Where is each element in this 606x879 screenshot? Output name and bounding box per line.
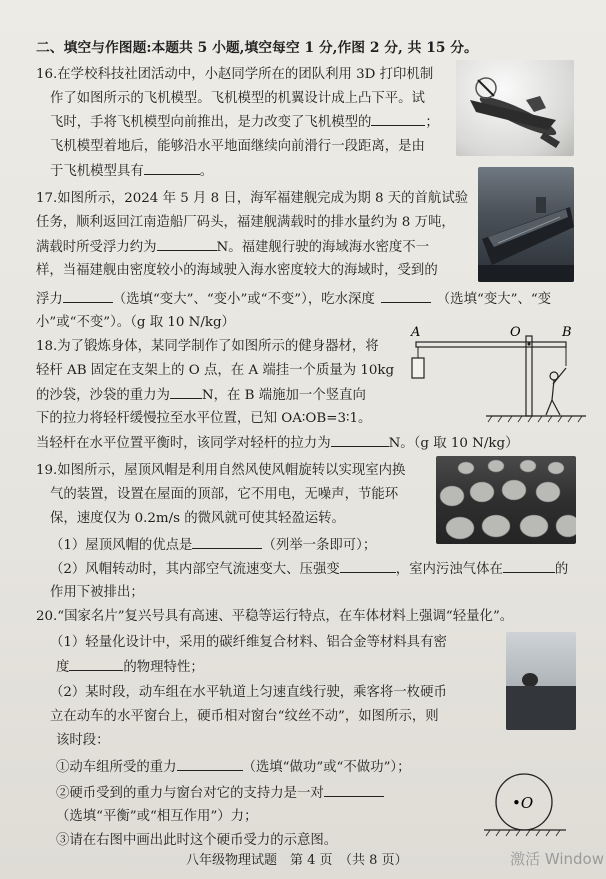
q18-line4: 下的拉力将轻杆缓慢拉至水平位置，已知 OA∶OB=3∶1。 bbox=[36, 411, 372, 426]
q16-line1: 16.在学校科技社团活动中，小赵同学所在的团队利用 3D 打印机制 bbox=[36, 67, 434, 82]
q17-blank2 bbox=[63, 290, 113, 303]
q20-line6: 该时段： bbox=[56, 733, 110, 748]
q20-line2: （1）轻量化设计中，采用的碳纤维复合材料、铝合金等材料具有密 bbox=[50, 635, 447, 650]
airplane-model-photo bbox=[456, 60, 574, 156]
q16-line3: 飞时，手将飞机模型向前推出，是力改变了飞机模型的 ； bbox=[50, 115, 439, 130]
lever-diagram bbox=[402, 318, 586, 428]
q16-line5: 于飞机模型具有 。 bbox=[50, 164, 214, 179]
q19-line6: 作用下被排出； bbox=[50, 585, 144, 600]
q17-line6: 小”或“不变”）。（g 取 10 N/kg） bbox=[36, 315, 235, 330]
aircraft-carrier-photo bbox=[478, 167, 574, 282]
q19-line5: （2）风帽转动时，其内部空气流速变大、压强变 ，室内污浊气体在 的 bbox=[50, 562, 569, 577]
windows-activation-watermark: 激活 Window bbox=[510, 850, 604, 868]
q17-blank1 bbox=[157, 238, 217, 251]
q19-line3: 保，速度仅为 0.2m/s 的微风就可使其轻盈运转。 bbox=[50, 511, 345, 526]
q20-line5: 立在动车的水平窗台上，硬币相对窗台“纹丝不动”，如图所示，则 bbox=[50, 709, 439, 724]
q17-line1: 17.如图所示，2024 年 5 月 8 日，海军福建舰完成为期 8 天的首航试验 bbox=[36, 191, 469, 206]
q18-line1: 18.为了锻炼身体，某同学制作了如图所示的健身器材，将 bbox=[36, 339, 379, 354]
q16-blank2 bbox=[144, 162, 200, 175]
fig-label-B: B bbox=[562, 325, 572, 340]
q20-line9: （选填“平衡”或“相互作用”）力； bbox=[56, 809, 258, 824]
q20-line4: （2）某时段，动车组在水平轨道上匀速直线行驶，乘客将一枚硬币 bbox=[50, 685, 447, 700]
q17-line2: 任务，顺利返回江南造船厂码头，福建舰满载时的排水量约为 8 万吨， bbox=[36, 215, 455, 230]
q20-line3: 度 的物理特性； bbox=[56, 660, 204, 675]
q16-line4: 飞机模型着地后，能够沿水平地面继续向前滑行一段距离，是由 bbox=[50, 139, 425, 154]
q18-line5: 当轻杆在水平位置平衡时，该同学对轻杆的拉力为 N。（g 取 10 N/kg） bbox=[36, 436, 519, 451]
q20-line8: ②硬币受到的重力与窗台对它的支持力是一对 bbox=[56, 784, 384, 803]
coin-on-windowsill-photo bbox=[506, 632, 576, 730]
q20-blank3 bbox=[324, 784, 384, 797]
q19-line2: 气的装置，设置在屋面的顶部，它不用电，无噪声，节能环 bbox=[50, 487, 399, 502]
q18-blank2 bbox=[331, 434, 389, 447]
coin-force-diagram bbox=[478, 768, 570, 840]
q17-line4: 样，当福建舰由密度较小的海域驶入海水密度较大的海域时，受到的 bbox=[36, 263, 438, 278]
q18-line3: 的沙袋，沙袋的重力为 N，在 B 端施加一个竖直向 bbox=[36, 388, 366, 403]
q20-line7: ①动车组所受的重力 （选填“做功”或“不做功”）； bbox=[56, 760, 411, 775]
section-heading: 二、填空与作图题:本题共 5 小题,填空每空 1 分,作图 2 分, 共 15 分。 bbox=[36, 40, 478, 56]
q16-line2: 作了如图所示的飞机模型。飞机模型的机翼设计成上凸下平。试 bbox=[50, 91, 425, 106]
q18-line2: 轻杆 AB 固定在支架上的 O 点，在 A 端挂一个质量为 10kg bbox=[36, 363, 395, 378]
sandbag bbox=[412, 358, 424, 378]
q20-line1: 20.“国家名片”复兴号具有高速、平稳等运行特点，在车体材料上强调“轻量化”。 bbox=[36, 609, 514, 624]
q19-blank1 bbox=[192, 536, 262, 549]
q19-line1: 19.如图所示，屋顶风帽是利用自然风使风帽旋转以实现室内换 bbox=[36, 463, 406, 478]
q17-blank3 bbox=[381, 290, 431, 303]
q20-blank2 bbox=[177, 758, 243, 771]
q17-line3: 满载时所受浮力约为 N。福建舰行驶的海域海水密度不一 bbox=[36, 240, 430, 255]
q17-line5: 浮力 （选填“变大”、“变小”或“不变”），吃水深度 （选填“变大”、“变 bbox=[36, 292, 552, 307]
fig-label-A: A bbox=[411, 325, 421, 340]
q19-line4: （1）屋顶风帽的优点是 （列举一条即可）； bbox=[50, 538, 377, 553]
q20-blank1 bbox=[69, 658, 123, 671]
fig-label-O: O bbox=[510, 325, 521, 340]
q20-line10: ③请在右图中画出此时这个硬币受力的示意图。 bbox=[56, 833, 338, 848]
q16-blank1 bbox=[371, 113, 425, 126]
q19-blank2 bbox=[340, 560, 396, 573]
q19-blank3 bbox=[503, 560, 555, 573]
page-footer: 八年级物理试题 第 4 页 （共 8 页） bbox=[186, 853, 408, 868]
roof-ventilator-photo bbox=[436, 456, 576, 544]
q18-blank1 bbox=[170, 386, 202, 399]
coin-center-label: •O bbox=[512, 794, 534, 812]
